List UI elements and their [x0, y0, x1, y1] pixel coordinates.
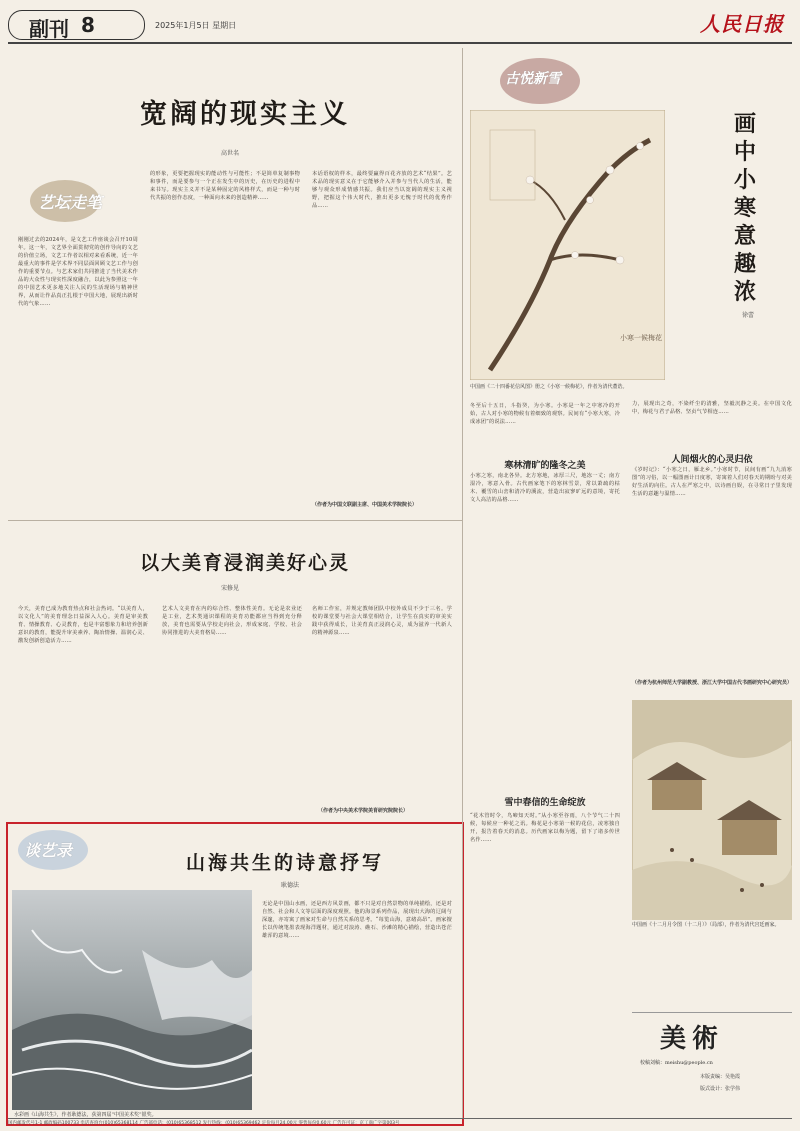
masthead: [0, 0, 800, 48]
column-badge-yitan-text: 艺坛走笔: [38, 193, 103, 212]
issue-date: 2025年1月5日 星期日: [155, 21, 237, 30]
plum-painting: [470, 110, 665, 380]
section-name: 副刊: [29, 17, 69, 41]
article4-col2b: 《岁时记》：“小寒之日，雁北乡。”小寒时节，民间有画“九九消寒图”的习俗，以一幅图画计日度寒，寄寓着人们对春天的期盼与对美好生活的向往。古人在严寒之中，以诗画自娱，在寻常日子里发现生活的意趣与温情……: [632, 467, 792, 497]
article2-title: 以大美育浸润美好心灵: [139, 552, 350, 574]
article1-title: 宽阔的现实主义: [140, 99, 350, 130]
article4-note: （作者为杭州师范大学副教授、浙江大学中国古代书画研究中心研究员）: [632, 680, 793, 686]
article2-col3: 名师工作室，并规定教师团队中校外成员不少于三名。学校的课堂要与社会大课堂相结合，让学生在真实的审美实践中获得成长，让美育真正浸润心灵，成为滋养一代新人的精神源泉……: [312, 606, 452, 636]
newspaper-logo: 人民日报: [700, 12, 784, 36]
editor-name: 吴艳霞: [725, 1074, 741, 1080]
article2-col1: 今天，美育已成为教育热点和社会热词。“以美育人，以文化人”的美育理念日益深入人心。美育是审美教育、情操教育、心灵教育，也是丰富想象力和培养创新意识的教育，能提升审美素养、陶冶情操、温润心灵、激发创新创造活力……: [18, 606, 148, 644]
article4-col1: 冬至后十五日，斗指癸，为小寒。小寒是一年之中寒冷的开始，古人对小寒的物候有着细致的观察。民间有“小寒大寒，冷成冰团”的说法……: [470, 403, 620, 425]
winter-painting-caption: 中国画《十二月月令图（十二月）》（局部），作者为清代宫廷画家。: [632, 922, 780, 928]
article4-title: 画中小寒意趣浓: [733, 111, 756, 305]
article1-col1: 刚刚过去的2024年，是文艺工作座谈会召开10周年。这一年，文艺界全面贯彻党的创作导向的文艺的价值立场，文艺工作者以相对来看系统，近一年最重大的事件是学术界不同层面回顾文艺工作与创作的重要节点。与艺术家们共同推进了当代美术作品的大众性与现实性深度融合，以此为参照这一年的中国艺术更多地关注人民的生活现场与精神世界，从而让作品真正扎根于中国大地，展现出新时代的气象……: [18, 237, 138, 307]
column-divider: [462, 48, 463, 1118]
article4-sub2: 雪中春信的生命绽放: [504, 798, 586, 808]
article1-author: 高世名: [220, 150, 239, 157]
article3-author: 耿德法: [280, 882, 299, 889]
plum-painting-caption: 中国画《二十四番花信风图》册之《小寒一候梅花》，作者为清代董诰。: [470, 384, 628, 390]
svg-text:小寒一候梅花: 小寒一候梅花: [620, 334, 662, 342]
article3-body: 无论是中国山水画，还是西方风景画，都不只是对自然景物的单纯描绘，还是对自然、社会和人文等层面的深度观照。他的海景系列作品，展现出大海的辽阔与深邃，亦寄寓了画家对生命与自然关系的思考。“每览山海，意绪高昂”。画家擅长以传统笔墨表现海洋题材，通过对浪涛、礁石、沙滩的精心描绘，营造出苍茫雄浑的意境……: [262, 901, 452, 939]
article1-note: （作者为中国文联副主席、中国美术学院院长）: [312, 502, 418, 508]
article4-col1b: 小寒之寒，南北各异。北方寒地，冰厚三尺，地冻一丈；南方湿冷，寒意入骨。古代画家笔下的寒林雪景，常以萧疏的枯木、覆雪的山峦和清冷的溪流，营造出寂寥旷远的意境，寄托文人高洁的品格……: [470, 473, 620, 503]
seascape-painting: [12, 890, 252, 1110]
designer-name: 张学伟: [725, 1086, 741, 1092]
article4-author: 徐蕾: [741, 312, 754, 319]
bottom-rule: [8, 1118, 792, 1119]
edit-label: 本版责编：: [700, 1074, 726, 1080]
article3-title: 山海共生的诗意抒写: [185, 852, 384, 874]
column-badge-guyue-text: 古悦新雪: [505, 71, 561, 87]
page-number: 8: [81, 13, 95, 37]
divider-1: [8, 520, 462, 521]
article1-col3: 本话语权的样本，最终要赢得百花齐放的艺术“结果”。艺术品的现实意义在于它能够介入并参与当代人的生活，能够与观众形成情感共振。我们应当以宽阔的现实主义视野，把握这个伟大时代，推出更多无愧于时代的优秀作品……: [312, 171, 452, 209]
page-label-box: [8, 10, 145, 40]
article4-col2: 力，展现出之奇，不染纤尘的清雅，坚毅沉静之美。在中国文化中，梅花与君子品格、坚贞气节相连……: [632, 401, 792, 415]
column-badge-tanyi-text: 谈艺录: [24, 841, 73, 860]
winter-scene-painting: [632, 700, 792, 920]
article2-col2: 艺术人文美育在内的综合性、整体性美育。无论是农业还是工业，艺术类通识课程的美育功能都应当得到充分释放，美育也需要从学校走向社会，形成家庭、学校、社会协同推进的大美育格局……: [162, 606, 302, 636]
column-name-meishu: 美術: [660, 1024, 725, 1054]
article4-col1c: “花木管时令，鸟啼知天时。”从小寒至谷雨，八个节气二十四候，每候应一种花之讯。梅花是小寒第一候的花信，凌寒独自开，报告着春天的消息。历代画家以梅为题，留下了诸多传世名作……: [470, 813, 620, 843]
article1-col2: 的形象，更要把握现实的能动性与可能性；不是简单复制事物和事件，而是要参与一个正在发生中的历史，在历史的进程中来书写。现实主义并不是某种固定的风格样式，而是一种与时代共振的创作态度，一种面向未来的创造精神……: [150, 171, 300, 201]
article4-sub3: 人间烟火的心灵归依: [671, 455, 753, 465]
bottom-line: 国内邮发代号1-1 邮政编码100733 电话查询台(010)65368114 广告部电话：(010)65368512 发行热线：(010)65369462 定价每月24.00元 零售每份0.60元 广告许可证：京工商广字第003号: [8, 1121, 400, 1126]
article2-author: 宋修见: [220, 585, 239, 592]
header-rule: [8, 42, 792, 44]
article4-sub1: 寒林清旷的隆冬之美: [504, 461, 586, 471]
design-label: 版式设计：: [700, 1086, 726, 1092]
article2-note: （作者为中央美术学院美育研究院院长）: [318, 808, 409, 814]
article3-caption: 水彩画《山海共生》，作者耿德法，获第四届“中国美术奖”银奖。: [14, 1112, 157, 1118]
footer-email: 校稿刘稿：meishu@people.cn: [640, 1060, 713, 1066]
